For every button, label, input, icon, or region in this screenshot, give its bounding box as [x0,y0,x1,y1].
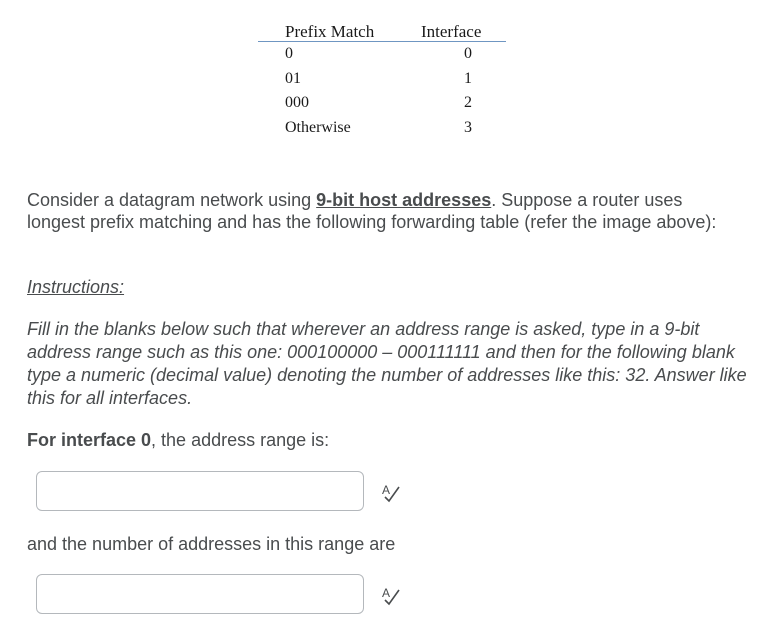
prefix-match-header: Prefix Match [285,22,375,41]
question-text-before: Consider a datagram network using [27,190,312,210]
question-text [27,189,742,233]
instructions-heading: Instructions: [27,277,125,297]
interface-0-label: For interface 0 [27,430,152,450]
interface-0-prompt-suffix: , the address range is: [151,430,330,450]
spell-check-icon[interactable] [380,584,402,606]
address-range-input[interactable] [36,471,364,511]
interface-header: Interface [421,22,482,41]
address-count-prompt: and the number of addresses in this range are [27,534,396,554]
prefix-cell: 0 [285,45,293,62]
svg-text:A: A [382,483,391,497]
table-row [258,45,506,69]
interface-cell: 3 [464,119,472,136]
interface-0-prompt [27,430,329,451]
table-row [258,70,506,94]
prefix-cell: 01 [285,70,301,87]
interface-cell: 2 [464,94,472,111]
table-row [258,94,506,118]
interface-cell: 1 [464,70,472,87]
interface-cell: 0 [464,45,472,62]
spell-check-icon[interactable] [380,481,402,503]
host-addresses-link[interactable]: 9-bit host addresses [316,190,492,210]
prefix-cell: Otherwise [285,119,351,136]
address-count-input[interactable] [36,574,364,614]
header-divider [258,41,506,42]
table-row [258,119,506,143]
prefix-cell: 000 [285,94,309,111]
instructions-body: Fill in the blanks below such that wherever an address range is asked, type in a 9-bit address range such as this one: 000100000 – 000111111 and then for the following blank type a numeric (decimal value) denoting the number of addresses like this: 32. Answer like this for all interfaces. [27,319,747,408]
svg-text:A: A [382,586,391,600]
question-text-after: . Suppose a router uses longest prefix matching and has the following forwarding table (refer the image above): [27,190,717,232]
